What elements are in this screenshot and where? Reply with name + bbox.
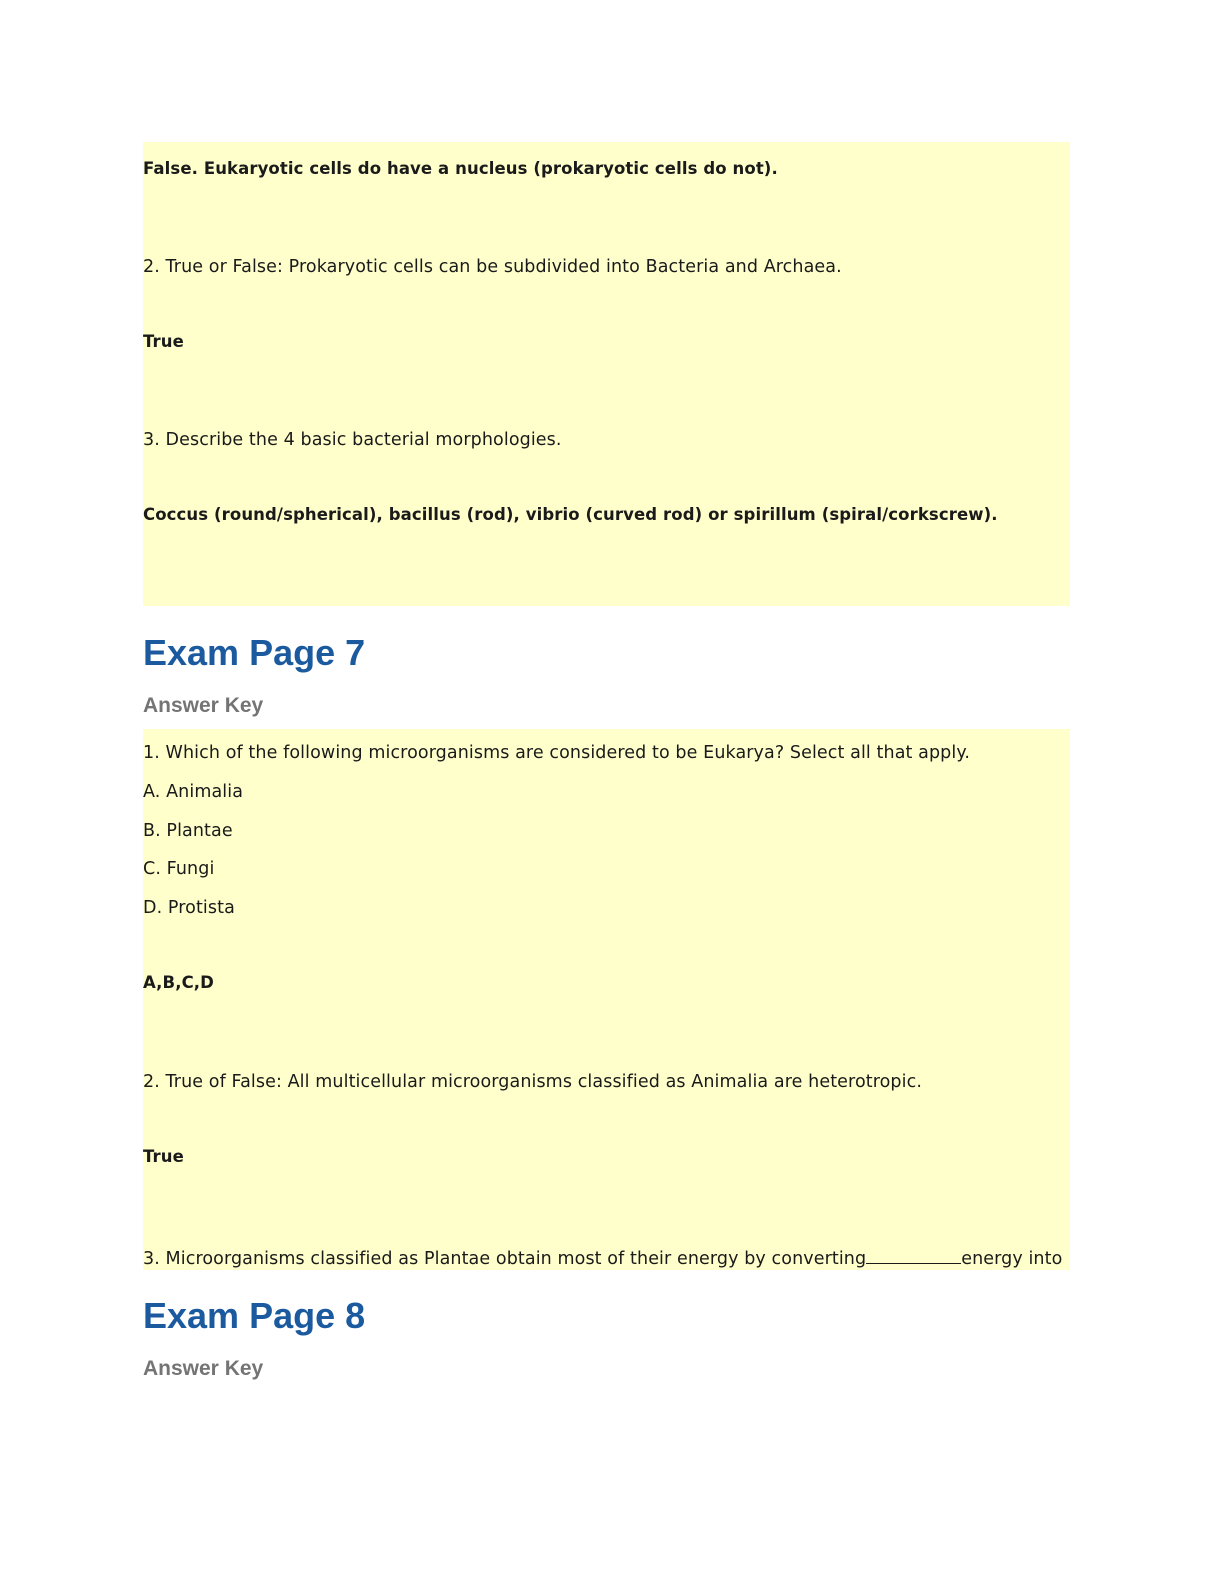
fill-in-blank [866,1245,961,1264]
option-b: B. Plantae [143,821,233,841]
page-title-exam-page-8: Exam Page 8 [143,1295,366,1336]
option-a: A. Animalia [143,782,244,802]
answer-panel-page7 [143,729,1070,1270]
question-3-start: 3. Microorganisms classified as Plantae obtain most of their energy by converting [143,1249,867,1269]
question-3: 3. Describe the 4 basic bacterial morphologies. [143,430,562,450]
question-3 [143,1245,1062,1269]
answer-panel-page6 [143,142,1070,606]
answer-1: False. Eukaryotic cells do have a nucleus (prokaryotic cells do not). [143,159,778,178]
question-2: 2. True or False: Prokaryotic cells can be subdivided into Bacteria and Archaea. [143,257,842,277]
subtitle-answer-key-8: Answer Key [143,1357,264,1380]
question-3-end: energy into [961,1249,1063,1269]
subtitle-answer-key-7: Answer Key [143,694,264,717]
question-2: 2. True of False: All multicellular microorganisms classified as Animalia are heterotropic. [143,1072,922,1092]
option-d: D. Protista [143,898,235,918]
cutoff-text [143,597,983,606]
page-title-exam-page-7: Exam Page 7 [143,632,366,673]
question-1: 1. Which of the following microorganisms are considered to be Eukarya? Select all that apply. [143,743,970,763]
answer-2: True [143,332,184,351]
answer-2: True [143,1147,184,1166]
answer-3: Coccus (round/spherical), bacillus (rod), vibrio (curved rod) or spirillum (spiral/corkscrew). [143,505,998,524]
option-c: C. Fungi [143,859,215,879]
answer-1: A,B,C,D [143,973,214,992]
